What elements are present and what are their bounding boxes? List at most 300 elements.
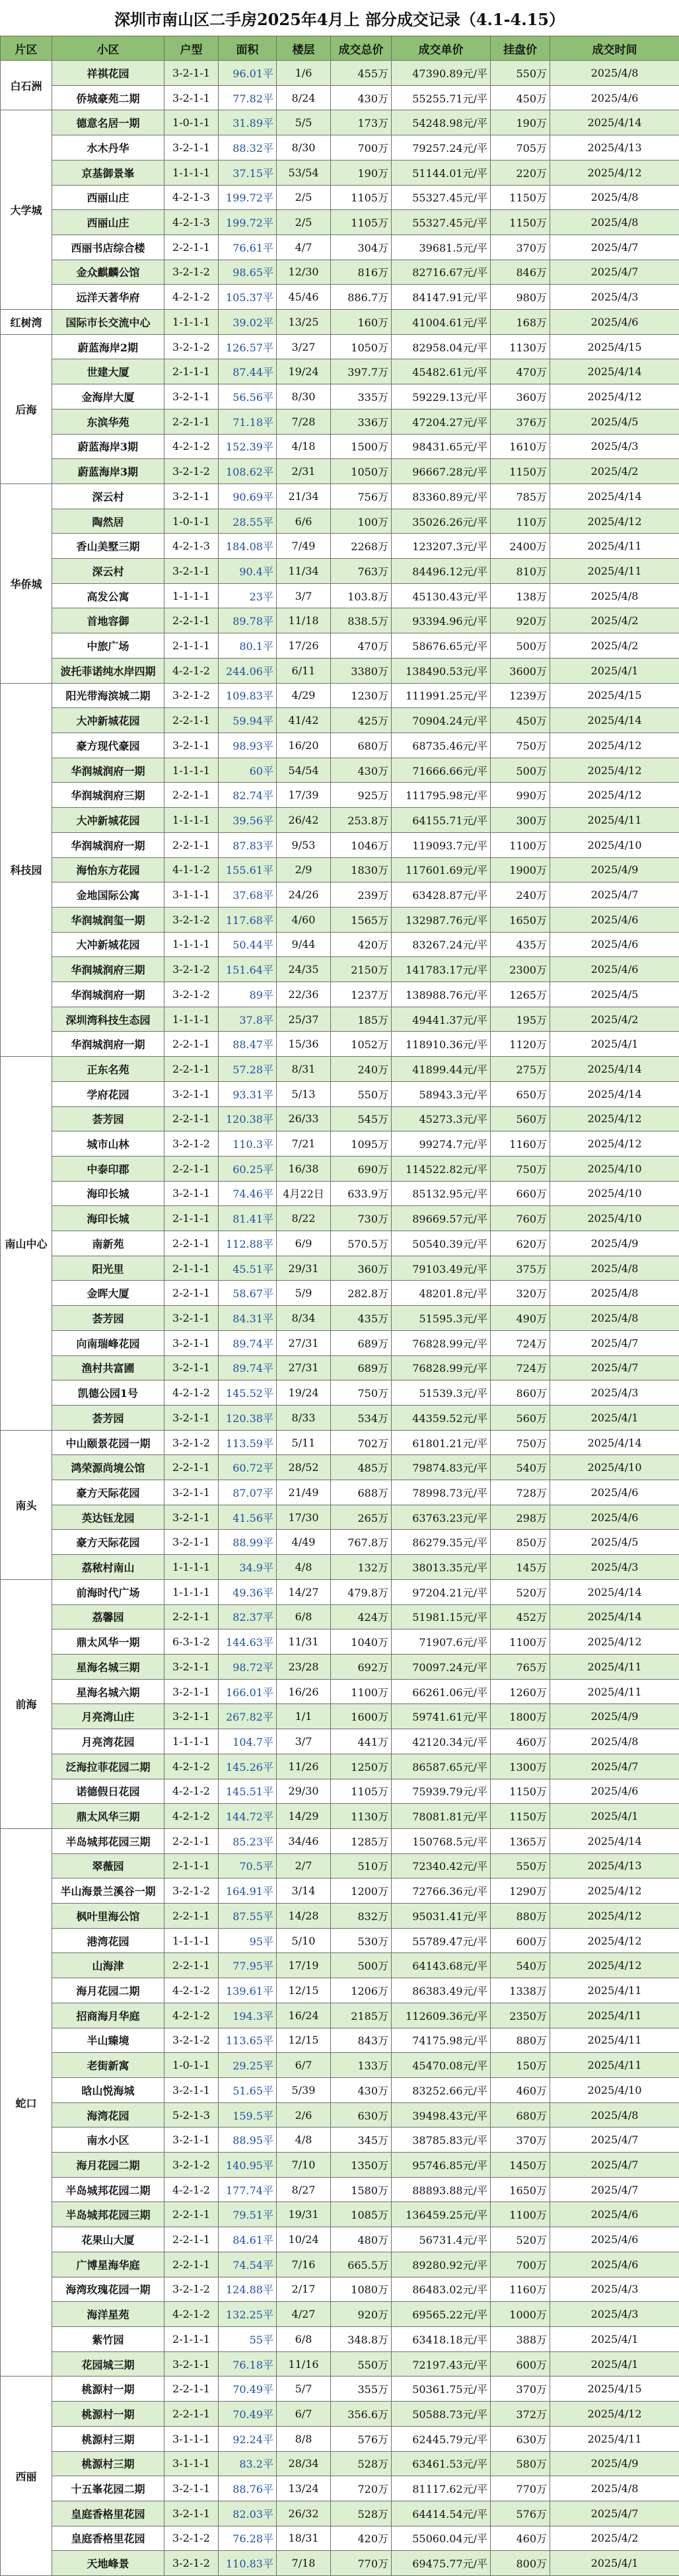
header-floor: 楼层 (277, 36, 331, 61)
total-price-cell: 160万 (331, 310, 392, 335)
table-row (1, 1206, 679, 1231)
layout-cell: 3-2-1-1 (164, 559, 219, 584)
listed-price-cell: 240万 (491, 882, 550, 908)
table-row (1, 1181, 679, 1206)
listed-price-cell: 298万 (491, 1505, 550, 1530)
header-row (1, 36, 679, 61)
area-cell: 59.94平 (219, 708, 277, 733)
total-price-cell: 1052万 (331, 1032, 392, 1057)
layout-cell: 3-1-1-1 (164, 2451, 219, 2476)
unit-price-cell: 150768.5元/平 (392, 1828, 491, 1853)
deal-date-cell: 2025/4/7 (550, 260, 679, 285)
area-cell: 164.91平 (219, 1878, 277, 1904)
floor-cell: 4/8 (277, 1555, 331, 1580)
community-name-cell: 京基御景峯 (52, 160, 164, 185)
district-cell: 南头 (1, 1430, 52, 1579)
layout-cell: 3-2-1-1 (164, 135, 219, 161)
area-cell: 109.83平 (219, 683, 277, 708)
floor-cell: 2/17 (277, 2277, 331, 2302)
layout-cell: 3-2-1-2 (164, 1131, 219, 1157)
layout-cell: 3-2-1-1 (164, 1505, 219, 1530)
total-price-cell: 688万 (331, 1480, 392, 1505)
deal-date-cell: 2025/4/11 (550, 1978, 679, 2003)
total-price-cell: 470万 (331, 633, 392, 659)
community-name-cell: 大冲新城花园 (52, 932, 164, 957)
total-price-cell: 720万 (331, 2476, 392, 2501)
floor-cell: 11/18 (277, 608, 331, 633)
floor-cell: 2/31 (277, 459, 331, 484)
listed-price-cell: 990万 (491, 783, 550, 808)
listed-price-cell: 980万 (491, 285, 550, 310)
total-price-cell: 1085万 (331, 2202, 392, 2227)
district-cell: 红树湾 (1, 310, 52, 335)
table-row (1, 434, 679, 459)
deal-date-cell: 2025/4/9 (550, 1704, 679, 1729)
area-cell: 132.25平 (219, 2302, 277, 2327)
area-cell: 88.99平 (219, 1530, 277, 1555)
listed-price-cell: 728万 (491, 1480, 550, 1505)
unit-price-cell: 86383.49元/平 (392, 1978, 491, 2003)
deal-date-cell: 2025/4/15 (550, 334, 679, 359)
deal-date-cell: 2025/4/1 (550, 1032, 679, 1057)
listed-price-cell: 500万 (491, 633, 550, 659)
deal-date-cell: 2025/4/12 (550, 1629, 679, 1655)
area-cell: 98.93平 (219, 733, 277, 758)
listed-price-cell: 388万 (491, 2326, 550, 2351)
total-price-cell: 730万 (331, 1206, 392, 1231)
deal-date-cell: 2025/4/11 (550, 2028, 679, 2053)
table-row (1, 2526, 679, 2551)
deal-date-cell: 2025/4/5 (550, 1530, 679, 1555)
community-name-cell: 港湾花园 (52, 1928, 164, 1953)
layout-cell: 1-0-1-1 (164, 2053, 219, 2078)
area-cell: 88.47平 (219, 1032, 277, 1057)
listed-price-cell: 145万 (491, 1555, 550, 1580)
area-cell: 95平 (219, 1928, 277, 1953)
total-price-cell: 253.8万 (331, 808, 392, 833)
community-name-cell: 星海名城六期 (52, 1679, 164, 1704)
deal-date-cell: 2025/4/8 (550, 583, 679, 608)
layout-cell: 3-2-1-2 (164, 260, 219, 285)
total-price-cell: 1100万 (331, 1679, 392, 1704)
total-price-cell: 2150万 (331, 957, 392, 982)
floor-cell: 8/30 (277, 384, 331, 410)
deal-date-cell: 2025/4/1 (550, 2351, 679, 2377)
layout-cell: 3-1-1-1 (164, 882, 219, 908)
deal-date-cell: 2025/4/5 (550, 982, 679, 1007)
area-cell: 80.1平 (219, 633, 277, 659)
listed-price-cell: 370万 (491, 2377, 550, 2402)
area-cell: 145.26平 (219, 1754, 277, 1779)
listed-price-cell: 452万 (491, 1604, 550, 1629)
area-cell: 76.18平 (219, 2351, 277, 2377)
total-price-cell: 190万 (331, 160, 392, 185)
area-cell: 79.51平 (219, 2202, 277, 2227)
listed-price-cell: 705万 (491, 135, 550, 161)
total-price-cell: 528万 (331, 2501, 392, 2526)
floor-cell: 2/9 (277, 857, 331, 882)
table-row (1, 2277, 679, 2302)
table-row (1, 2128, 679, 2153)
table-row (1, 2551, 679, 2576)
listed-price-cell: 750万 (491, 733, 550, 758)
community-name-cell: 荟芳园 (52, 1405, 164, 1430)
floor-cell: 26/32 (277, 2501, 331, 2526)
listed-price-cell: 880万 (491, 2028, 550, 2053)
unit-price-cell: 119093.7元/平 (392, 832, 491, 857)
deal-date-cell: 2025/4/8 (550, 2102, 679, 2128)
area-cell: 177.74平 (219, 2177, 277, 2202)
listed-price-cell: 320万 (491, 1281, 550, 1306)
area-cell: 74.46平 (219, 1181, 277, 1206)
total-price-cell: 1500万 (331, 434, 392, 459)
deal-date-cell: 2025/4/15 (550, 683, 679, 708)
table-row (1, 1380, 679, 1406)
area-cell: 90.4平 (219, 559, 277, 584)
area-cell: 89平 (219, 982, 277, 1007)
community-name-cell: 华润城润府一期 (52, 982, 164, 1007)
deal-date-cell: 2025/4/7 (550, 1754, 679, 1779)
listed-price-cell: 110万 (491, 509, 550, 534)
community-name-cell: 广博星海华庭 (52, 2252, 164, 2277)
deal-date-cell: 2025/4/12 (550, 1878, 679, 1904)
listed-price-cell: 1239万 (491, 683, 550, 708)
unit-price-cell: 59741.61元/平 (392, 1704, 491, 1729)
unit-price-cell: 72197.43元/平 (392, 2351, 491, 2377)
community-name-cell: 紫竹园 (52, 2326, 164, 2351)
area-cell: 60.72平 (219, 1455, 277, 1480)
area-cell: 108.62平 (219, 459, 277, 484)
layout-cell: 2-1-1-1 (164, 633, 219, 659)
unit-price-cell: 58943.3元/平 (392, 1081, 491, 1106)
layout-cell: 4-2-1-3 (164, 210, 219, 235)
table-row (1, 334, 679, 359)
table-row (1, 608, 679, 633)
area-cell: 98.65平 (219, 260, 277, 285)
table-row (1, 1032, 679, 1057)
layout-cell: 3-2-1-1 (164, 2476, 219, 2501)
total-price-cell: 355万 (331, 2377, 392, 2402)
listed-price-cell: 650万 (491, 1081, 550, 1106)
floor-cell: 1/1 (277, 1704, 331, 1729)
table-row (1, 683, 679, 708)
floor-cell: 18/31 (277, 2526, 331, 2551)
community-name-cell: 英达钰龙园 (52, 1505, 164, 1530)
listed-price-cell: 2350万 (491, 2003, 550, 2028)
unit-price-cell: 83267.24元/平 (392, 932, 491, 957)
floor-cell: 2/7 (277, 1853, 331, 1878)
deal-date-cell: 2025/4/11 (550, 808, 679, 833)
unit-price-cell: 56731.4元/平 (392, 2227, 491, 2252)
floor-cell: 15/36 (277, 1032, 331, 1057)
deal-date-cell: 2025/4/5 (550, 409, 679, 434)
floor-cell: 3/7 (277, 583, 331, 608)
area-cell: 70.49平 (219, 2402, 277, 2427)
community-name-cell: 天地峰景 (52, 2551, 164, 2576)
table-row (1, 1579, 679, 1604)
table-row (1, 2377, 679, 2402)
community-name-cell: 华润城润府三期 (52, 957, 164, 982)
table-row (1, 483, 679, 509)
area-cell: 244.06平 (219, 658, 277, 683)
header-listed-price: 挂盘价 (491, 36, 550, 61)
community-name-cell: 蔚蓝海岸3期 (52, 459, 164, 484)
total-price-cell: 843万 (331, 2028, 392, 2053)
layout-cell: 2-2-1-1 (164, 1231, 219, 1256)
deal-date-cell: 2025/4/14 (550, 110, 679, 135)
listed-price-cell: 470万 (491, 359, 550, 384)
total-price-cell: 510万 (331, 1853, 392, 1878)
total-price-cell: 816万 (331, 260, 392, 285)
total-price-cell: 455万 (331, 61, 392, 86)
transactions-table (0, 36, 679, 2576)
table-row (1, 2326, 679, 2351)
unit-price-cell: 111795.98元/平 (392, 783, 491, 808)
table-row (1, 2153, 679, 2178)
listed-price-cell: 3600万 (491, 658, 550, 683)
total-price-cell: 500万 (331, 1953, 392, 1978)
layout-cell: 4-2-1-3 (164, 534, 219, 559)
community-name-cell: 星海名城三期 (52, 1655, 164, 1680)
floor-cell: 6/7 (277, 2402, 331, 2427)
area-cell: 87.07平 (219, 1480, 277, 1505)
table-row (1, 1106, 679, 1131)
layout-cell: 2-2-1-1 (164, 1106, 219, 1131)
floor-cell: 24/26 (277, 882, 331, 908)
unit-price-cell: 61801.21元/平 (392, 1430, 491, 1455)
floor-cell: 12/15 (277, 2028, 331, 2053)
floor-cell: 4/60 (277, 907, 331, 932)
layout-cell: 3-2-1-2 (164, 957, 219, 982)
total-price-cell: 1200万 (331, 1878, 392, 1904)
area-cell: 49.36平 (219, 1579, 277, 1604)
listed-price-cell: 810万 (491, 559, 550, 584)
deal-date-cell: 2025/4/12 (550, 783, 679, 808)
floor-cell: 4/49 (277, 1530, 331, 1555)
listed-price-cell: 490万 (491, 1306, 550, 1331)
listed-price-cell: 460万 (491, 2077, 550, 2102)
layout-cell: 3-2-1-1 (164, 2351, 219, 2377)
deal-date-cell: 2025/4/9 (550, 1231, 679, 1256)
deal-date-cell: 2025/4/7 (550, 2128, 679, 2153)
deal-date-cell: 2025/4/6 (550, 1480, 679, 1505)
table-row (1, 185, 679, 210)
total-price-cell: 570.5万 (331, 1231, 392, 1256)
deal-date-cell: 2025/4/1 (550, 2326, 679, 2351)
unit-price-cell: 82716.67元/平 (392, 260, 491, 285)
table-row (1, 1156, 679, 1181)
deal-date-cell: 2025/4/7 (550, 1355, 679, 1380)
area-cell: 155.61平 (219, 857, 277, 882)
layout-cell: 3-2-1-1 (164, 1530, 219, 1555)
district-cell: 西丽 (1, 2377, 52, 2576)
area-cell: 159.5平 (219, 2102, 277, 2128)
total-price-cell: 633.9万 (331, 1181, 392, 1206)
community-name-cell: 凯德公园1号 (52, 1380, 164, 1406)
unit-price-cell: 117601.69元/平 (392, 857, 491, 882)
layout-cell: 4-2-1-2 (164, 1754, 219, 1779)
unit-price-cell: 81117.62元/平 (392, 2476, 491, 2501)
area-cell: 60平 (219, 758, 277, 783)
unit-price-cell: 51595.3元/平 (392, 1306, 491, 1331)
table-row (1, 1779, 679, 1804)
unit-price-cell: 45482.61元/平 (392, 359, 491, 384)
listed-price-cell: 880万 (491, 1904, 550, 1929)
community-name-cell: 城市山林 (52, 1131, 164, 1157)
deal-date-cell: 2025/4/12 (550, 1904, 679, 1929)
floor-cell: 21/49 (277, 1480, 331, 1505)
listed-price-cell: 1365万 (491, 1828, 550, 1853)
unit-price-cell: 75939.79元/平 (392, 1779, 491, 1804)
deal-date-cell: 2025/4/3 (550, 285, 679, 310)
table-row (1, 2102, 679, 2128)
table-row (1, 2302, 679, 2327)
table-row (1, 832, 679, 857)
total-price-cell: 630万 (331, 2102, 392, 2128)
deal-date-cell: 2025/4/2 (550, 2526, 679, 2551)
community-name-cell: 海洋星苑 (52, 2302, 164, 2327)
listed-price-cell: 750万 (491, 1430, 550, 1455)
layout-cell: 1-1-1-1 (164, 1928, 219, 1953)
floor-cell: 4/8 (277, 2128, 331, 2153)
total-price-cell: 692万 (331, 1655, 392, 1680)
floor-cell: 17/19 (277, 1953, 331, 1978)
floor-cell: 4月22日 (277, 1181, 331, 1206)
layout-cell: 3-2-1-1 (164, 61, 219, 86)
table-row (1, 234, 679, 260)
area-cell: 55平 (219, 2326, 277, 2351)
total-price-cell: 689万 (331, 1330, 392, 1355)
total-price-cell: 1565万 (331, 907, 392, 932)
unit-price-cell: 76828.99元/平 (392, 1355, 491, 1380)
deal-date-cell: 2025/4/10 (550, 1206, 679, 1231)
listed-price-cell: 1130万 (491, 334, 550, 359)
floor-cell: 27/31 (277, 1355, 331, 1380)
community-name-cell: 蔚蓝海岸3期 (52, 434, 164, 459)
community-name-cell: 海月花园二期 (52, 2153, 164, 2178)
total-price-cell: 336万 (331, 409, 392, 434)
layout-cell: 2-2-1-1 (164, 1281, 219, 1306)
total-price-cell: 750万 (331, 1380, 392, 1406)
total-price-cell: 173万 (331, 110, 392, 135)
deal-date-cell: 2025/4/11 (550, 534, 679, 559)
floor-cell: 6/8 (277, 1604, 331, 1629)
total-price-cell: 425万 (331, 708, 392, 733)
listed-price-cell: 360万 (491, 384, 550, 410)
deal-date-cell: 2025/4/11 (550, 2053, 679, 2078)
layout-cell: 4-2-1-2 (164, 2302, 219, 2327)
layout-cell: 3-2-1-1 (164, 1330, 219, 1355)
floor-cell: 19/24 (277, 359, 331, 384)
community-name-cell: 海怡东方花园 (52, 857, 164, 882)
listed-price-cell: 620万 (491, 1231, 550, 1256)
layout-cell: 3-2-1-2 (164, 982, 219, 1007)
listed-price-cell: 435万 (491, 932, 550, 957)
unit-price-cell: 79874.83元/平 (392, 1455, 491, 1480)
table-row (1, 2351, 679, 2377)
floor-cell: 6/7 (277, 2053, 331, 2078)
unit-price-cell: 42120.34元/平 (392, 1729, 491, 1754)
layout-cell: 2-1-1-1 (164, 1256, 219, 1281)
unit-price-cell: 141783.17元/平 (392, 957, 491, 982)
layout-cell: 2-2-1-1 (164, 1455, 219, 1480)
area-cell: 90.69平 (219, 483, 277, 509)
floor-cell: 17/30 (277, 1505, 331, 1530)
total-price-cell: 1250万 (331, 1754, 392, 1779)
area-cell: 151.64平 (219, 957, 277, 982)
unit-price-cell: 35026.26元/平 (392, 509, 491, 534)
layout-cell: 3-2-1-1 (164, 1181, 219, 1206)
district-cell: 科技园 (1, 683, 52, 1057)
table-row (1, 1953, 679, 1978)
total-price-cell: 265万 (331, 1505, 392, 1530)
district-cell: 后海 (1, 334, 52, 483)
area-cell: 70.5平 (219, 1853, 277, 1878)
layout-cell: 2-2-1-1 (164, 409, 219, 434)
listed-price-cell: 724万 (491, 1355, 550, 1380)
community-name-cell: 荟芳园 (52, 1306, 164, 1331)
layout-cell: 4-2-1-2 (164, 2177, 219, 2202)
floor-cell: 8/30 (277, 135, 331, 161)
total-price-cell: 240万 (331, 1057, 392, 1082)
community-name-cell: 海湾花园 (52, 2102, 164, 2128)
unit-price-cell: 83252.66元/平 (392, 2077, 491, 2102)
table-row (1, 2476, 679, 2501)
area-cell: 87.55平 (219, 1904, 277, 1929)
area-cell: 98.72平 (219, 1655, 277, 1680)
community-name-cell: 中山颐景花园一期 (52, 1430, 164, 1455)
deal-date-cell: 2025/4/7 (550, 234, 679, 260)
unit-price-cell: 99274.7元/平 (392, 1131, 491, 1157)
deal-date-cell: 2025/4/12 (550, 509, 679, 534)
listed-price-cell: 1300万 (491, 1754, 550, 1779)
floor-cell: 4/27 (277, 2302, 331, 2327)
floor-cell: 6/6 (277, 509, 331, 534)
floor-cell: 5/13 (277, 1081, 331, 1106)
floor-cell: 16/38 (277, 1156, 331, 1181)
area-cell: 89.74平 (219, 1355, 277, 1380)
table-row (1, 1231, 679, 1256)
layout-cell: 3-2-1-1 (164, 1480, 219, 1505)
deal-date-cell: 2025/4/12 (550, 733, 679, 758)
area-cell: 31.89平 (219, 110, 277, 135)
community-name-cell: 荔馨园 (52, 1604, 164, 1629)
total-price-cell: 680万 (331, 733, 392, 758)
community-name-cell: 波托菲诺纯水岸四期 (52, 658, 164, 683)
unit-price-cell: 69565.22元/平 (392, 2302, 491, 2327)
community-name-cell: 半山臻境 (52, 2028, 164, 2053)
unit-price-cell: 55327.45元/平 (392, 210, 491, 235)
area-cell: 77.82平 (219, 85, 277, 110)
table-row (1, 459, 679, 484)
district-cell: 南山中心 (1, 1057, 52, 1431)
total-price-cell: 1050万 (331, 334, 392, 359)
layout-cell: 6-3-1-2 (164, 1629, 219, 1655)
total-price-cell: 1237万 (331, 982, 392, 1007)
layout-cell: 3-2-1-1 (164, 1355, 219, 1380)
floor-cell: 27/31 (277, 1330, 331, 1355)
floor-cell: 3/27 (277, 334, 331, 359)
unit-price-cell: 88893.88元/平 (392, 2177, 491, 2202)
floor-cell: 6/8 (277, 2326, 331, 2351)
table-row (1, 1530, 679, 1555)
table-row (1, 1704, 679, 1729)
floor-cell: 41/42 (277, 708, 331, 733)
listed-price-cell: 920万 (491, 608, 550, 633)
community-name-cell: 桃源村三期 (52, 2426, 164, 2451)
floor-cell: 8/27 (277, 2177, 331, 2202)
total-price-cell: 1580万 (331, 2177, 392, 2202)
